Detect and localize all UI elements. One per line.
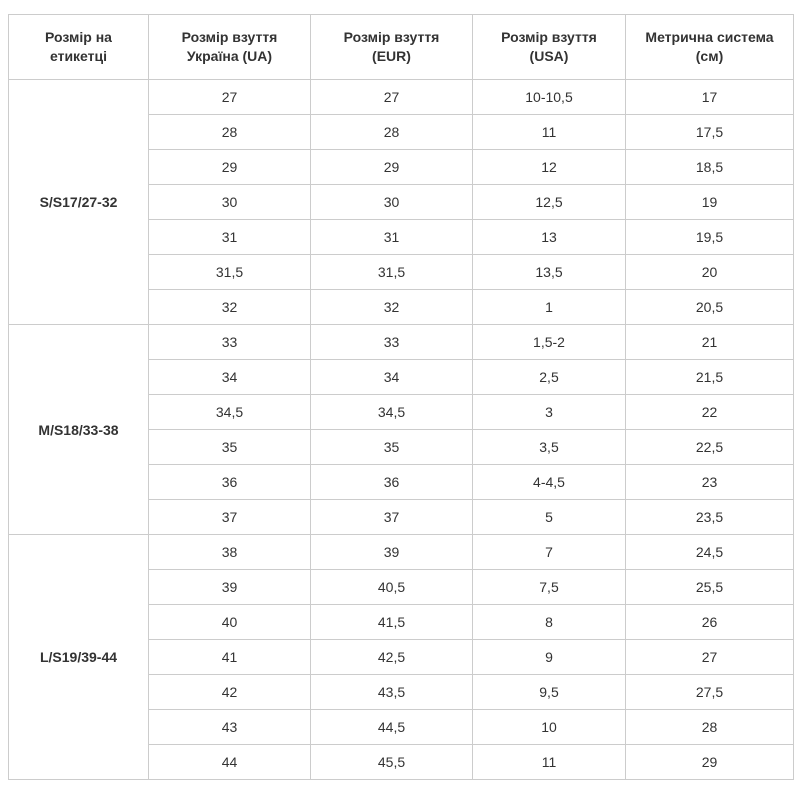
table-cell: 8 [473,605,626,640]
table-cell: 2,5 [473,360,626,395]
table-cell: 44 [149,745,311,780]
table-cell: 11 [473,115,626,150]
table-cell: 40,5 [311,570,473,605]
table-cell: 29 [149,150,311,185]
table-cell: 35 [149,430,311,465]
table-cell: 37 [149,500,311,535]
table-cell: 9,5 [473,675,626,710]
table-cell: 32 [149,290,311,325]
table-cell: 29 [626,745,794,780]
table-cell: 10 [473,710,626,745]
table-cell: 19 [626,185,794,220]
table-cell: 26 [626,605,794,640]
table-cell: 1 [473,290,626,325]
table-cell: 1,5-2 [473,325,626,360]
table-cell: 21,5 [626,360,794,395]
table-cell: 20,5 [626,290,794,325]
table-cell: 3 [473,395,626,430]
table-cell: 45,5 [311,745,473,780]
table-cell: 12,5 [473,185,626,220]
table-cell: 37 [311,500,473,535]
table-cell: 5 [473,500,626,535]
table-cell: 28 [626,710,794,745]
table-cell: 44,5 [311,710,473,745]
table-cell: 42 [149,675,311,710]
column-header: Розмір взуття (USA) [473,15,626,80]
table-cell: 43,5 [311,675,473,710]
size-label-cell: S/S17/27-32 [9,80,149,325]
table-cell: 40 [149,605,311,640]
table-cell: 32 [311,290,473,325]
table-cell: 33 [311,325,473,360]
table-cell: 7,5 [473,570,626,605]
table-cell: 27 [311,80,473,115]
table-row [9,80,794,115]
table-cell: 11 [473,745,626,780]
table-cell: 10-10,5 [473,80,626,115]
size-chart-table [8,14,794,780]
table-cell: 43 [149,710,311,745]
table-cell: 36 [149,465,311,500]
table-cell: 4-4,5 [473,465,626,500]
table-cell: 36 [311,465,473,500]
column-header: Розмір на етикетці [9,15,149,80]
column-header: Розмір взуття (EUR) [311,15,473,80]
table-cell: 22,5 [626,430,794,465]
table-cell: 22 [626,395,794,430]
table-cell: 35 [311,430,473,465]
table-cell: 23 [626,465,794,500]
column-header: Метрична система (см) [626,15,794,80]
table-cell: 41 [149,640,311,675]
table-cell: 27 [149,80,311,115]
table-cell: 31 [311,220,473,255]
table-cell: 19,5 [626,220,794,255]
table-cell: 34 [311,360,473,395]
table-cell: 42,5 [311,640,473,675]
table-cell: 24,5 [626,535,794,570]
table-cell: 38 [149,535,311,570]
table-cell: 17,5 [626,115,794,150]
table-cell: 18,5 [626,150,794,185]
table-cell: 29 [311,150,473,185]
table-cell: 23,5 [626,500,794,535]
table-cell: 9 [473,640,626,675]
table-cell: 28 [149,115,311,150]
table-cell: 31,5 [149,255,311,290]
table-cell: 31,5 [311,255,473,290]
table-cell: 34,5 [149,395,311,430]
table-body [9,80,794,780]
table-cell: 41,5 [311,605,473,640]
table-cell: 27 [626,640,794,675]
header-row [9,15,794,80]
table-cell: 13,5 [473,255,626,290]
table-cell: 30 [149,185,311,220]
size-label-cell: L/S19/39-44 [9,535,149,780]
column-header: Розмір взуття Україна (UA) [149,15,311,80]
table-cell: 17 [626,80,794,115]
table-cell: 34,5 [311,395,473,430]
table-cell: 27,5 [626,675,794,710]
table-cell: 20 [626,255,794,290]
size-label-cell: M/S18/33-38 [9,325,149,535]
table-cell: 25,5 [626,570,794,605]
table-cell: 7 [473,535,626,570]
table-cell: 21 [626,325,794,360]
table-cell: 39 [149,570,311,605]
table-cell: 34 [149,360,311,395]
table-cell: 39 [311,535,473,570]
table-cell: 13 [473,220,626,255]
table-cell: 3,5 [473,430,626,465]
table-row [9,325,794,360]
table-cell: 31 [149,220,311,255]
table-cell: 28 [311,115,473,150]
table-cell: 33 [149,325,311,360]
table-row [9,535,794,570]
table-cell: 12 [473,150,626,185]
table-cell: 30 [311,185,473,220]
table-header [9,15,794,80]
